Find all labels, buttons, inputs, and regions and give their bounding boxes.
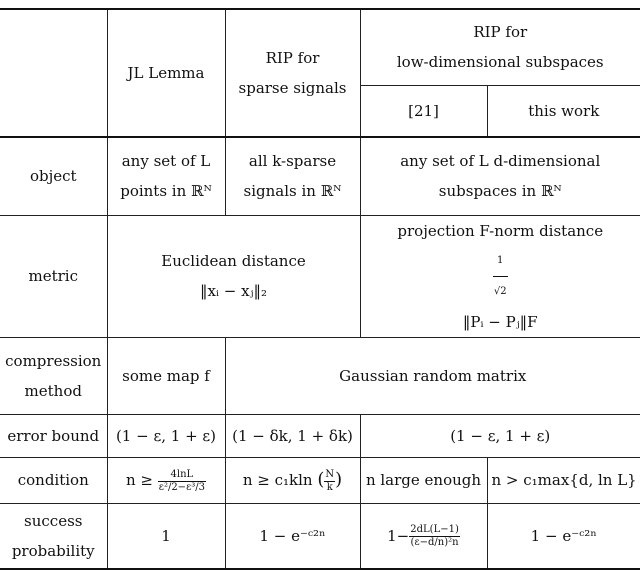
object-sub-line2: subspaces in ℝᴺ xyxy=(438,182,562,201)
header-rip-sub-line1: RIP for xyxy=(473,23,528,42)
row-label-condition: condition xyxy=(0,457,107,503)
object-jl-cell xyxy=(107,137,225,215)
success-jl-cell: 1 xyxy=(107,503,225,569)
header-rip-subspaces xyxy=(360,9,640,85)
row-label-metric: metric xyxy=(0,215,107,337)
success-ref21-cell xyxy=(360,503,487,569)
compression-gaussian-cell: Gaussian random matrix xyxy=(225,337,640,414)
compression-label-line1: compression xyxy=(5,351,102,370)
compression-label-line2: method xyxy=(24,381,82,400)
error-subspace-cell: (1 − ε, 1 + ε) xyxy=(360,414,640,457)
metric-proj-line2-wrap xyxy=(365,246,637,337)
header-rip-sparse xyxy=(225,9,360,137)
condition-sparse-den: k xyxy=(326,481,333,493)
condition-jl-den: ε²/2−ε³/3 xyxy=(158,481,205,493)
success-ref21-den: (ε−d/n)²n xyxy=(410,537,459,549)
condition-jl-frac xyxy=(158,469,206,494)
row-label-error-bound: error bound xyxy=(0,414,107,457)
header-jl-lemma: JL Lemma xyxy=(107,9,225,137)
condition-sparse-num: N xyxy=(325,468,335,480)
header-rip-sparse-line2: sparse signals xyxy=(238,79,347,97)
row-label-success xyxy=(0,503,107,569)
object-subspace-cell xyxy=(360,137,640,215)
object-sparse-line2: signals in ℝᴺ xyxy=(243,182,342,201)
condition-sparse-cell: n ≥ c₁kln ( $\frac{N}{k}$ ) xyxy=(225,457,360,503)
object-jl-line1: any set of L xyxy=(121,152,211,171)
condition-jl-num: 4lnL xyxy=(158,469,206,482)
condition-jl-prefix: n ≥ xyxy=(125,471,153,489)
header-this-work: this work xyxy=(487,85,640,137)
condition-sparse-prefix: n ≥ c₁kln xyxy=(242,471,313,489)
compression-jl-cell: some map f xyxy=(107,337,225,414)
object-sparse-cell xyxy=(225,137,360,215)
condition-ref21-cell: n large enough xyxy=(360,457,487,503)
success-sparse-cell: 1 − e⁻ᶜ²ⁿ xyxy=(225,503,360,569)
condition-sparse-frac xyxy=(324,469,335,494)
error-sparse-cell: (1 − δk, 1 + δk) xyxy=(225,414,360,457)
metric-euclidean-cell xyxy=(107,215,360,337)
row-label-object: object xyxy=(0,137,107,215)
condition-jl-cell xyxy=(107,457,225,503)
success-ref21-num: 2dL(L−1) xyxy=(410,524,459,536)
metric-proj-line1: projection F-norm distance xyxy=(397,221,604,240)
object-sparse-line1: all k-sparse xyxy=(248,152,337,171)
metric-proj-frac: $\frac{1}{√2}$ xyxy=(493,246,508,307)
metric-proj-line2: ‖Pᵢ − Pⱼ‖F xyxy=(462,312,538,331)
metric-euclid-line2: ‖xᵢ − xⱼ‖₂ xyxy=(199,282,268,300)
metric-projection-cell xyxy=(360,215,640,337)
success-ref21-frac xyxy=(409,524,460,549)
error-jl-cell: (1 − ε, 1 + ε) xyxy=(107,414,225,457)
header-rip-sparse-line1: RIP for xyxy=(265,49,320,67)
object-jl-line2: points in ℝᴺ xyxy=(120,182,212,201)
success-this-work-cell: 1 − e⁻ᶜ²ⁿ xyxy=(487,503,640,569)
header-corner-cell xyxy=(0,9,107,137)
header-rip-sub-line2: low-dimensional subspaces xyxy=(396,53,604,72)
metric-euclid-line1: Euclidean distance xyxy=(161,252,306,270)
success-ref21-prefix: 1− xyxy=(387,526,410,545)
header-ref21: [21] xyxy=(360,85,487,137)
row-label-compression xyxy=(0,337,107,414)
success-label-line1: success xyxy=(24,511,83,530)
success-label-line2: probability xyxy=(11,541,95,560)
condition-this-work-cell: n > c₁max{d, ln L} xyxy=(487,457,640,503)
object-sub-line1: any set of L d-dimensional xyxy=(400,152,601,171)
comparison-table xyxy=(0,8,640,570)
